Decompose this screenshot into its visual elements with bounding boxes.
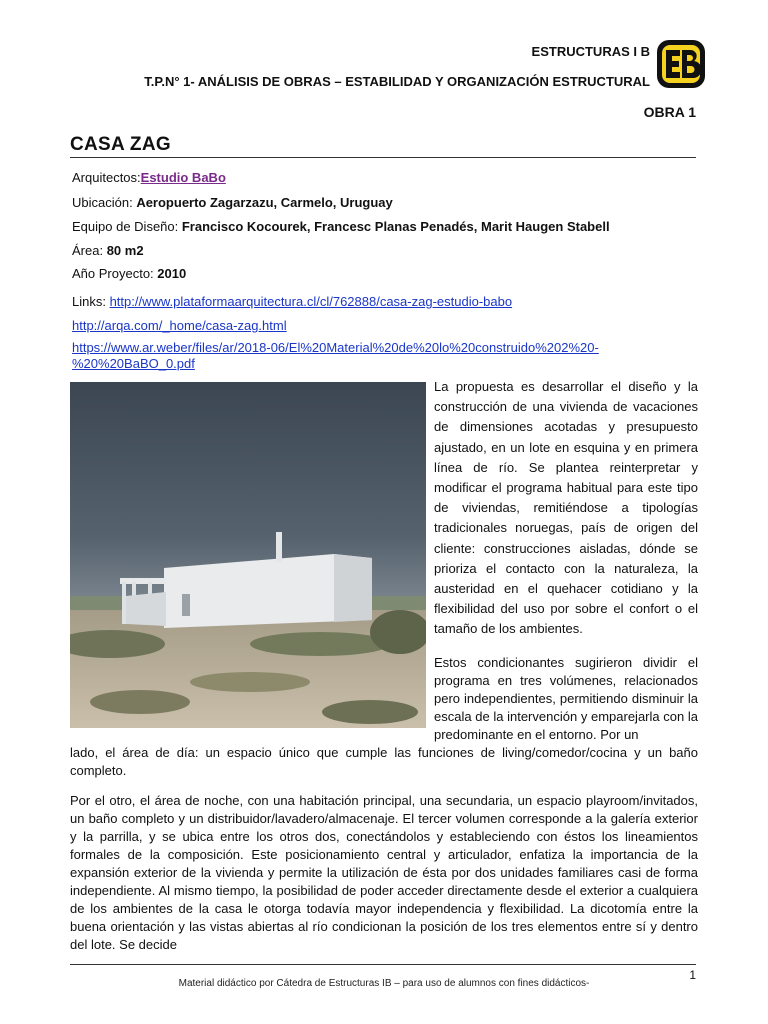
house-photo <box>70 382 426 728</box>
architects-label: Arquitectos: <box>72 170 141 185</box>
architects-row <box>72 170 226 186</box>
design-team-value: Francisco Kocourek, Francesc Planas Penadés, Marit Haugen Stabell <box>181 219 610 234</box>
link-arqa[interactable]: http://arqa.com/_home/casa-zag.html <box>72 318 287 333</box>
assignment-title: T.P.N° 1- ANÁLISIS DE OBRAS – ESTABILIDAD Y ORGANIZACIÓN ESTRUCTURAL <box>144 74 650 89</box>
location-row <box>72 195 393 211</box>
course-logo <box>655 38 707 90</box>
page-title: CASA ZAG <box>70 134 171 155</box>
design-team-row <box>72 219 610 235</box>
paragraph-volumes: Estos condicionantes sugirieron dividir el programa en tres volúmenes, relacionados pero independientes, permitiendo disminuir la escala de la intervención y emparejarla con la predominante en el entorno. Por un <box>434 655 698 742</box>
year-label: Año Proyecto: <box>72 266 158 281</box>
course-name: ESTRUCTURAS I B <box>531 44 650 59</box>
link-weber-line2[interactable]: %20%20BaBO_0.pdf <box>72 356 195 371</box>
year-value: 2010 <box>157 266 187 281</box>
link-plataforma[interactable]: http://www.plataformaarquitectura.cl/cl/762888/casa-zag-estudio-babo <box>109 294 513 309</box>
links-label: Links: <box>72 294 110 309</box>
title-divider <box>70 157 696 158</box>
footer-note: Material didáctico por Cátedra de Estructuras IB – para uso de alumnos con fines didácticos- <box>178 978 590 989</box>
links-row <box>72 294 512 310</box>
area-value: 80 m2 <box>106 243 144 258</box>
page-number: 1 <box>689 968 696 982</box>
paragraph-night-area: Por el otro, el área de noche, con una habitación principal, una secundaria, un espacio playroom/invitados, un baño completo y un distribuidor/lavadero/almacenaje. El tercer volumen corresponde a la galería exterior y la parrilla, y se ubica entre los otros dos, conectándolos y estableciendo con éstos los lineamientos formales de la composición. Este posicionamiento central y articulador, enfatiza la importancia de la expansión exterior de la vivienda y permite la utilización de ésta por dos unidades familiares casi de forma independiente. Al mismo tiempo, la posibilidad de poder acceder directamente desde el exterior a cualquiera de los ambientes de la casa le otorga todavía mayor independencia y flexibilidad. La dicotomía entre la buena orientación y las vistas abiertas al río condicionan la posición de los tres elementos entre sí y dentro del lote. Se decide <box>70 793 698 952</box>
location-label: Ubicación: <box>72 195 137 210</box>
architects-link[interactable]: Estudio BaBo <box>140 170 226 185</box>
link-arqa-row <box>72 318 287 334</box>
location-value: Aeropuerto Zagarzazu, Carmelo, Uruguay <box>136 195 393 210</box>
paragraph-volumes-cont: lado, el área de día: un espacio único que cumple las funciones de living/comedor/cocina y un baño completo. <box>70 745 698 778</box>
area-row <box>72 243 144 259</box>
link-weber-row <box>72 340 599 372</box>
design-team-label: Equipo de Diseño: <box>72 219 182 234</box>
link-weber-line1[interactable]: https://www.ar.weber/files/ar/2018-06/El%20Material%20de%20lo%20construido%202%20- <box>72 340 599 355</box>
work-number: OBRA 1 <box>643 104 696 120</box>
paragraph-intro: La propuesta es desarrollar el diseño y la construcción de una vivienda de vacaciones de dimensiones acotadas y presupuesto ajustado, en un lote en esquina y en primera línea de río. Se plantea reinterpretar y modificar el programa habitual para este tipo de viviendas, remitiéndose a tipologías tradicionales noruegas, país de origen del cliente: construcciones aisladas, dónde se prioriza el contacto con la naturaleza, la austeridad en el quehacer cotidiano y la flexibilidad del uso por sobre el confort o el tamaño de los ambientes. <box>434 379 698 637</box>
year-row <box>72 266 186 282</box>
area-label: Área: <box>72 243 107 258</box>
footer-divider <box>70 964 696 965</box>
